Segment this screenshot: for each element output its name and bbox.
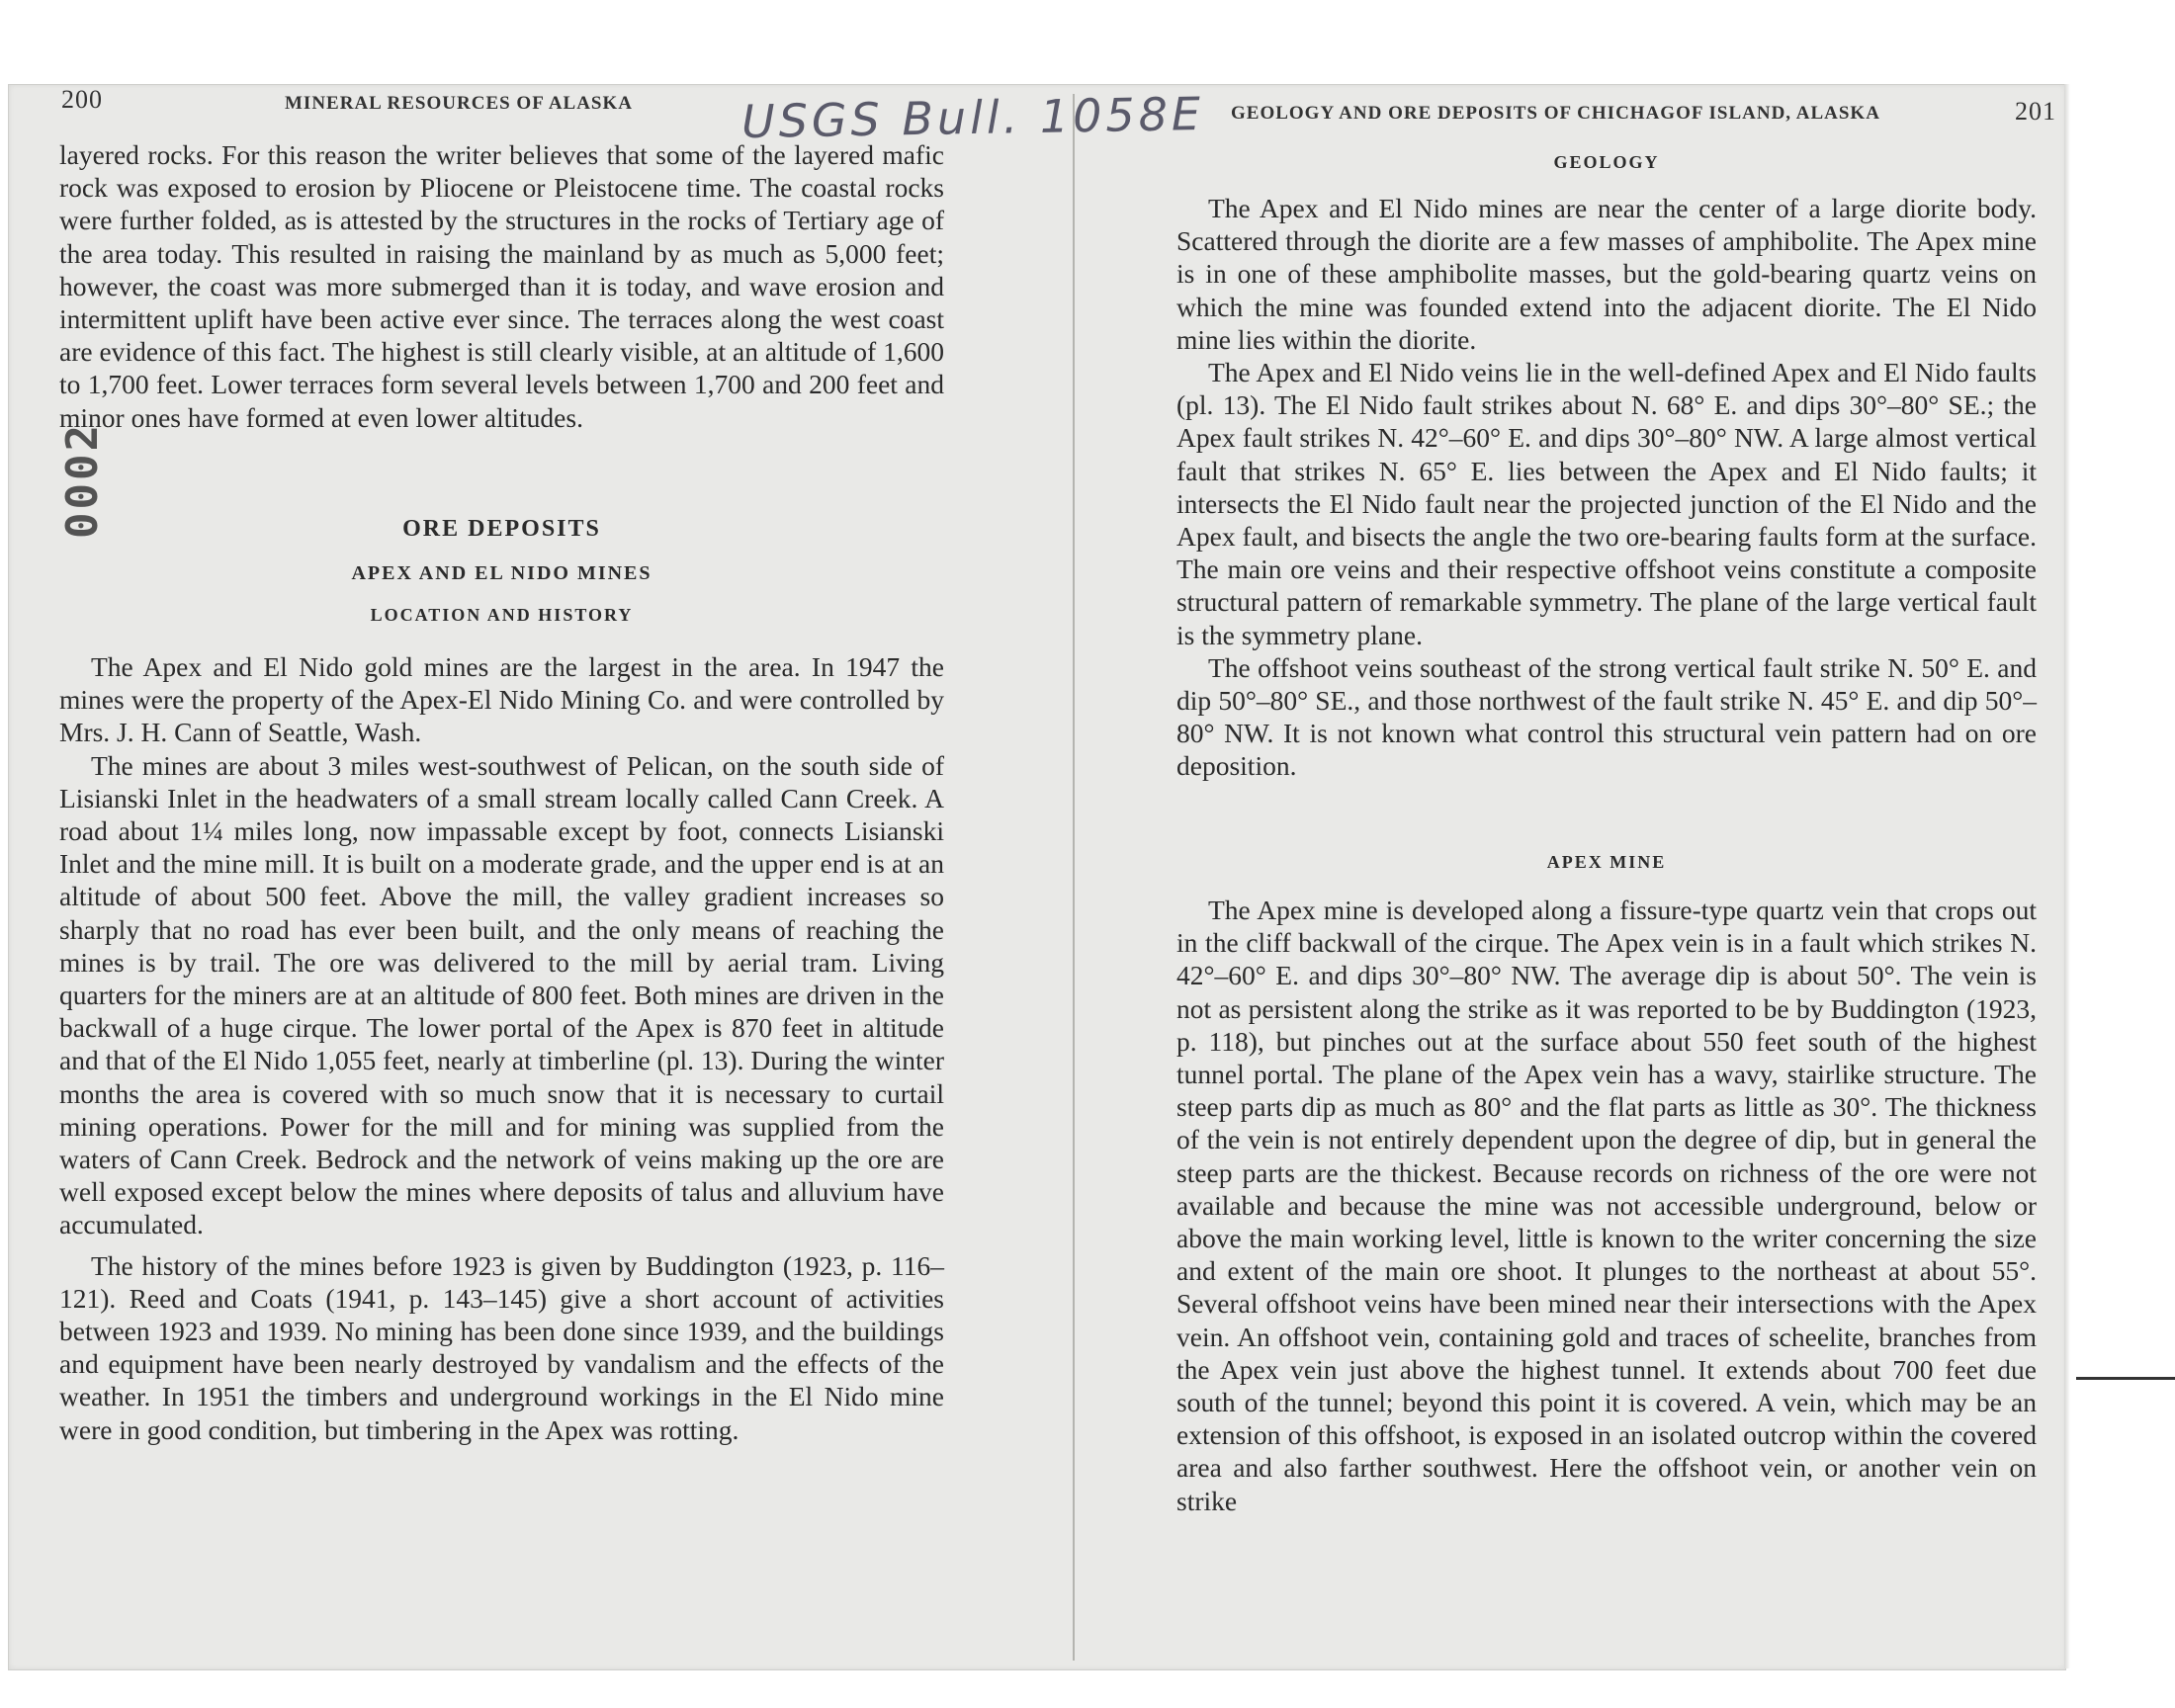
- right-apex-block: [1176, 894, 2037, 1517]
- left-paragraph-3: The history of the mines before 1923 is given by Buddington (1923, p. 116–121). Reed and Coats (1941, p. 143–145) give a short account of activities between 1923 and 1939. No mining has been done since 1939, and the buildings and equipment have been nearly destroyed by vandalism and the effects of the weather. In 1951 the timbers and underground workings in the El Nido mine were in good condition, but timbering in the Apex was rotting.: [59, 1249, 944, 1445]
- right-geology-paragraph-3: The offshoot veins southeast of the strong vertical fault strike N. 50° E. and dip 50°–80° SE., and those northwest of the fault strike N. 45° E. and dip 50°–80° NW. It is not known what control this structural vein pattern had on ore deposition.: [1176, 651, 2037, 782]
- handwritten-catalog-note: USGS Bull. 1058E: [740, 86, 1205, 149]
- right-page-number: 201: [2015, 97, 2056, 126]
- left-running-head: [30, 85, 1048, 130]
- right-geology-block: [1176, 192, 2037, 783]
- left-page-number: 200: [61, 85, 103, 114]
- heading-ore-deposits: ORE DEPOSITS: [402, 516, 601, 542]
- right-apex-paragraph: The Apex mine is developed along a fissure-type quartz vein that crops out in the cliff backwall of the cirque. The Apex vein is in a fault which strikes N. 42°–60° E. and dips 30°–80° NW. The average dip is about 50°. The vein is not as persistent along the strike as it was reported to be by Buddington (1923, p. 118), but pinches out at the surface about 550 feet south of the highest tunnel portal. The plane of the Apex vein has a wavy, stairlike structure. The steep parts dip as much as 80° and the flat parts as little as 30°. The thickness of the vein is not entirely dependent upon the degree of dip, but in general the steep parts are the thickest. Because records on richness of the ore were not available and because the mine was not accessible underground, below or above the main working level, little is known to the writer concerning the size and extent of the main ore shoot. It plunges to the northeast at about 55°. Several offshoot veins have been mined near their intersections with the Apex vein. An offshoot vein, containing gold and traces of scheelite, branches from the Apex vein just above the highest tunnel. It extends about 700 feet due south of the tunnel; beyond this point it is covered. A vein, which may be an extension of this offshoot, is exposed in an isolated outcrop within the covered area and also farther southwest. Here the offshoot vein, or another vein on strike: [1176, 895, 2037, 1516]
- paper-edge-shadow: [2064, 84, 2070, 1668]
- right-page: [1097, 91, 2056, 1516]
- heading-apex-el-nido-mines: APEX AND EL NIDO MINES: [351, 562, 652, 584]
- left-paragraph-1: The Apex and El Nido gold mines are the largest in the area. In 1947 the mines were the property of the Apex-El Nido Mining Co. and were controlled by Mrs. J. H. Cann of Seattle, Wash.: [59, 651, 944, 748]
- right-running-head: [1097, 91, 2056, 130]
- left-intro-paragraph: layered rocks. For this reason the writer believes that some of the layered mafic rock was exposed to erosion by Pliocene or Pleistocene time. The coastal rocks were further folded, as is attested by the structures in the rocks of Tertiary age of the area today. This resulted in raising the mainland by as much as 5,000 feet; however, the coast was more submerged than it is today, and wave erosion and intermittent uplift have been active ever since. The terraces along the west coast are evidence of this fact. The highest is still clearly visible, at an altitude of 1,600 to 1,700 feet. Lower terraces form several levels between 1,700 and 200 feet and minor ones have formed at even lower altitudes.: [59, 139, 944, 433]
- left-body-block: [59, 650, 944, 1446]
- heading-geology: GEOLOGY: [1553, 152, 1660, 172]
- left-running-title: MINERAL RESOURCES OF ALASKA: [285, 93, 633, 114]
- right-geology-heading-block: [1176, 152, 2037, 173]
- book-spine: [1073, 94, 1075, 1661]
- right-geology-paragraph-1: The Apex and El Nido mines are near the center of a large diorite body. Scattered through the diorite are a few masses of amphibolite. The Apex mine is in one of these amphibolite masses, but the gold-bearing quartz veins on which the mine was founded extend into the adjacent diorite. The El Nido mine lies within the diorite.: [1176, 193, 2037, 355]
- side-stamp: 0002: [57, 422, 108, 539]
- right-geology-paragraph-2: The Apex and El Nido veins lie in the well-defined Apex and El Nido faults (pl. 13). The El Nido fault strikes about N. 68° E. and dips 30°–80° SE.; the Apex fault strikes N. 42°–60° E. and dips 30°–80° NW. A large almost vertical fault that strikes N. 65° E. lies between the Apex and El Nido faults; it intersects the El Nido fault near the projected junction of the El Nido and the Apex fault, and bisects the angle the two ore-bearing faults form at the surface. The main ore veins and their respective offshoot veins constitute a composite structural pattern of remarkable symmetry. The plane of the large vertical fault is the symmetry plane.: [1176, 357, 2037, 650]
- edge-mark: [2076, 1377, 2175, 1380]
- heading-apex-mine: APEX MINE: [1546, 852, 1667, 872]
- heading-location-history: LOCATION AND HISTORY: [370, 605, 634, 625]
- left-headings: [59, 516, 944, 626]
- left-intro-block: [59, 138, 944, 434]
- left-paragraph-2: The mines are about 3 miles west-southwest of Pelican, on the south side of Lisianski Inlet in the headwaters of a small stream locally called Cann Creek. A road about 1¼ miles long, now impassable except by foot, connects Lisianski Inlet and the mine mill. It is built on a moderate grade, and the upper end is at an altitude of about 500 feet. Above the mill, the valley gradient increases so sharply that no road has ever been built, and the only means of reaching the mines is by trail. The ore was delivered to the mill by aerial tram. Living quarters for the miners are at an altitude of 800 feet. Both mines are driven in the backwall of a huge cirque. The lower portal of the Apex is 870 feet in altitude and that of the El Nido 1,055 feet, nearly at timberline (pl. 13). During the winter months the area is covered with so much snow that it is necessary to curtail mining operations. Power for the mill and for mining was supplied from the waters of Cann Creek. Bedrock and the network of veins making up the ore are well exposed except below the mines where deposits of talus and alluvium have accumulated.: [59, 749, 944, 1240]
- right-apex-heading-block: [1176, 852, 2037, 873]
- right-running-title: GEOLOGY AND ORE DEPOSITS OF CHICHAGOF ISLAND, ALASKA: [1231, 103, 1880, 124]
